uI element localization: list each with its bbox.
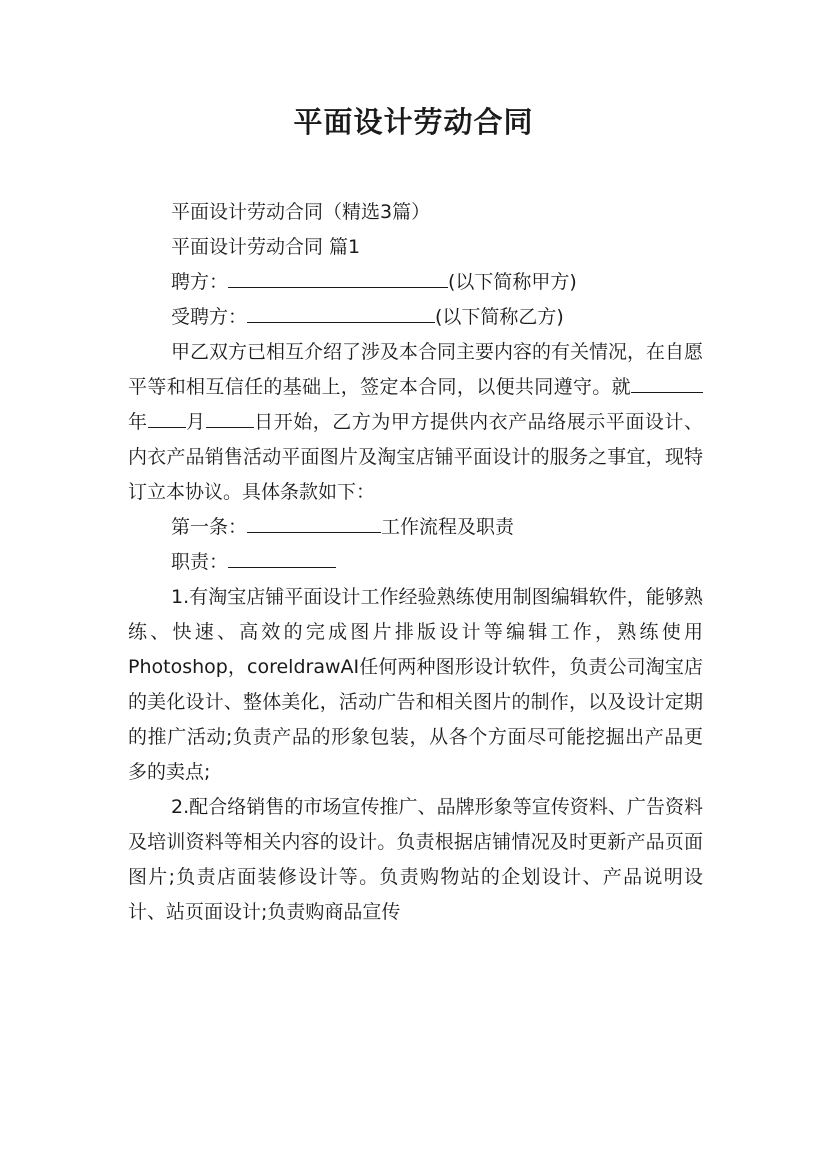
item-1: 1.有淘宝店铺平面设计工作经验熟练使用制图编辑软件，能够熟练、快速、高效的完成图片排版设计等编辑工作，熟练使用Photoshop，coreldrawAI任何两种图形设计软件，负责公司淘宝店的美化设计、整体美化，活动广告和相关图片的制作，以及设计定期的推广活动;负责产品的形象包装，从各个方面尽可能挖掘出产品更多的卖点; (128, 586, 703, 783)
article1-suffix: 工作流程及职责 (381, 516, 515, 538)
year-blank (631, 370, 703, 393)
employer-suffix: (以下简称甲方) (448, 271, 577, 293)
day-blank (206, 405, 254, 428)
article1-line (128, 510, 703, 545)
article1-label: 第一条： (171, 516, 248, 538)
intro-paragraph (128, 335, 703, 510)
section-heading: 平面设计劳动合同 篇1 (171, 236, 361, 258)
employee-blank (247, 300, 435, 323)
employee-suffix: (以下简称乙方) (435, 306, 564, 328)
employer-label: 聘方： (171, 271, 229, 293)
article1-blank (247, 510, 381, 533)
subtitle: 平面设计劳动合同（精选3篇） (171, 201, 431, 223)
document-title: 平面设计劳动合同 (293, 105, 534, 139)
duties-label: 职责： (171, 551, 229, 573)
duties-line (128, 545, 703, 580)
employer-line (128, 265, 703, 300)
year-label: 年 (128, 411, 148, 433)
month-label: 月 (185, 411, 206, 433)
document-body (128, 195, 703, 930)
employee-line (128, 300, 703, 335)
month-blank (148, 405, 186, 428)
intro-text-end: 日开始，乙方为甲方提供内衣产品络展示平面设计、内衣产品销售活动平面图片及淘宝店铺平面设计的服务之事宜，现特订立本协议。具体条款如下： (128, 411, 703, 503)
employee-label: 受聘方： (171, 306, 248, 328)
duties-blank (228, 545, 336, 568)
item-2: 2.配合络销售的市场宣传推广、品牌形象等宣传资料、广告资料及培训资料等相关内容的设计。负责根据店铺情况及时更新产品页面图片;负责店面装修设计等。负责购物站的企划设计、产品说明设计、站页面设计;负责购商品宣传 (128, 796, 703, 923)
employer-blank (228, 265, 448, 288)
intro-text-start: 甲乙双方已相互介绍了涉及本合同主要内容的有关情况，在自愿平等和相互信任的基础上，签定本合同，以便共同遵守。就 (128, 341, 704, 398)
